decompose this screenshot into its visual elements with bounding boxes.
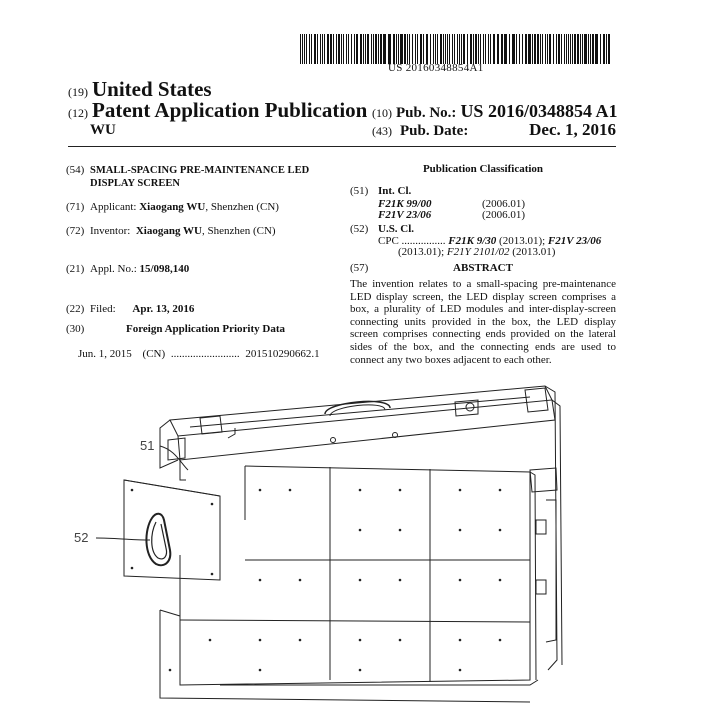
barcode-bar — [588, 34, 589, 64]
led-module-grid — [169, 466, 538, 685]
appl-number: 15/098,140 — [139, 263, 190, 275]
front-module-panel — [124, 480, 530, 702]
us-cl-label: U.S. Cl. — [378, 223, 415, 235]
abstract-code: (57) — [350, 262, 369, 274]
barcode-bar — [396, 34, 397, 64]
country-code: (19) — [68, 85, 88, 99]
barcode-bar — [504, 34, 507, 64]
barcode-bar — [423, 34, 424, 64]
barcode-bar — [330, 34, 332, 64]
barcode-bar — [572, 34, 573, 64]
barcode-bar — [534, 34, 536, 64]
barcode-bar — [485, 34, 486, 64]
filed-code: (22) — [66, 303, 85, 315]
pub-type-code: (12) — [68, 106, 88, 120]
barcode-bar — [324, 34, 325, 64]
barcode-bar — [320, 34, 321, 64]
barcode-bar — [516, 34, 517, 64]
inventor-short: WU — [90, 122, 116, 138]
barcode-bar — [452, 34, 453, 64]
int-cl-2-date: (2006.01) — [482, 209, 526, 221]
abstract-title: ABSTRACT — [453, 262, 513, 274]
barcode-bar — [314, 34, 316, 64]
barcode-bar — [407, 34, 408, 64]
applicant-label: Applicant: — [90, 201, 137, 213]
barcode-bar — [556, 34, 557, 64]
int-cl-code: (51) — [350, 185, 369, 197]
barcode-bar — [532, 34, 533, 64]
barcode-bar — [375, 34, 377, 64]
barcode-bar — [378, 34, 379, 64]
barcode-bar — [528, 34, 531, 64]
barcode-bar — [480, 34, 481, 64]
barcode-bar — [373, 34, 374, 64]
appl-label: Appl. No.: — [90, 263, 137, 275]
cpc-2-date: (2013.01); — [398, 246, 445, 258]
inventor-label: Inventor: — [90, 225, 131, 237]
barcode-bar — [483, 34, 484, 64]
barcode-bar — [584, 34, 587, 64]
barcode-bar — [380, 34, 382, 64]
barcode-bar — [363, 34, 364, 64]
barcode-bar — [603, 34, 605, 64]
int-cl-1: F21K 99/00 — [378, 198, 432, 210]
appl-code: (21) — [66, 263, 85, 275]
barcode-bar — [360, 34, 362, 64]
barcode-bar — [327, 34, 329, 64]
filed-label: Filed: — [90, 303, 116, 315]
barcode-bar — [475, 34, 477, 64]
box-left-frame — [160, 420, 186, 480]
barcode-bar — [574, 34, 576, 64]
barcode-bar — [478, 34, 479, 64]
classification-title: Publication Classification — [422, 163, 544, 175]
barcode-bar — [437, 34, 438, 64]
barcode-bar — [561, 34, 562, 64]
filed-date: Apr. 13, 2016 — [132, 303, 195, 315]
priority-number: 201510290662.1 — [245, 348, 320, 360]
pub-date-line — [372, 122, 616, 140]
barcode-bar — [333, 34, 334, 64]
barcode-bar — [356, 34, 358, 64]
barcode-bar — [600, 34, 601, 64]
barcode-bar — [317, 34, 318, 64]
barcode-bar — [417, 34, 418, 64]
barcode-bar — [568, 34, 569, 64]
barcode — [300, 34, 612, 64]
barcode-bar — [580, 34, 581, 64]
cpc-3-date: (2013.01) — [512, 246, 556, 258]
barcode-bar — [443, 34, 444, 64]
pub-no-label: Pub. No.: — [396, 105, 457, 121]
title-line-2: DISPLAY SCREEN — [90, 178, 180, 189]
inventor-location: , Shenzhen (CN) — [201, 225, 276, 237]
pub-date-code: (43) — [372, 124, 392, 138]
barcode-bar — [454, 34, 455, 64]
barcode-bar — [595, 34, 598, 64]
barcode-bar — [467, 34, 468, 64]
cpc-dots: ................ — [401, 235, 446, 247]
applicant-code: (71) — [66, 201, 85, 213]
barcode-bar — [435, 34, 436, 64]
barcode-bar — [522, 34, 523, 64]
barcode-bar — [445, 34, 446, 64]
int-cl-label: Int. Cl. — [378, 185, 412, 197]
reference-label-52: 52 — [74, 530, 89, 545]
barcode-bar — [493, 34, 495, 64]
barcode-bar — [398, 34, 399, 64]
barcode-bar — [304, 34, 305, 64]
barcode-bar — [338, 34, 340, 64]
barcode-bar — [566, 34, 567, 64]
pub-number-line — [372, 101, 617, 122]
barcode-bar — [351, 34, 352, 64]
priority-title: Foreign Application Priority Data — [126, 323, 285, 335]
barcode-bar — [309, 34, 310, 64]
barcode-bar — [409, 34, 410, 64]
us-cl-code: (52) — [350, 223, 369, 235]
barcode-bar — [400, 34, 403, 64]
int-cl-1-date: (2006.01) — [482, 198, 526, 210]
barcode-bar — [322, 34, 323, 64]
barcode-bar — [490, 34, 491, 64]
barcode-bar — [311, 34, 312, 64]
barcode-bar — [537, 34, 539, 64]
pub-no-code: (10) — [372, 106, 392, 120]
priority-date: Jun. 1, 2015 — [78, 348, 132, 360]
inventor-code: (72) — [66, 225, 85, 237]
barcode-bar — [302, 34, 303, 64]
cpc-label: CPC — [378, 235, 399, 247]
barcode-bar — [306, 34, 307, 64]
barcode-bar — [354, 34, 355, 64]
barcode-bar — [371, 34, 372, 64]
barcode-bar — [430, 34, 431, 64]
barcode-bar — [509, 34, 510, 64]
country: United States — [92, 77, 212, 101]
barcode-bar — [525, 34, 527, 64]
barcode-bar — [608, 34, 610, 64]
patent-drawing — [60, 380, 620, 725]
barcode-bar — [545, 34, 546, 64]
barcode-bar — [343, 34, 344, 64]
pub-date-label: Pub. Date: — [400, 123, 469, 139]
barcode-bar — [457, 34, 458, 64]
priority-code: (30) — [66, 323, 85, 335]
barcode-bar — [582, 34, 583, 64]
cpc-1: F21K 9/30 — [448, 235, 497, 247]
barcode-bar — [590, 34, 591, 64]
barcode-bar — [440, 34, 442, 64]
barcode-bar — [570, 34, 571, 64]
barcode-bar — [336, 34, 337, 64]
barcode-bar — [449, 34, 450, 64]
int-cl-row-2 — [378, 209, 526, 222]
cpc-3: F21Y 2101/02 — [446, 246, 510, 258]
barcode-bar — [606, 34, 607, 64]
barcode-bar — [412, 34, 413, 64]
barcode-bar — [519, 34, 520, 64]
barcode-bar — [501, 34, 503, 64]
box-top-frame — [170, 386, 555, 460]
barcode-bar — [497, 34, 499, 64]
barcode-bar — [388, 34, 391, 64]
barcode-bar — [461, 34, 462, 64]
inventor-name: Xiaogang WU — [135, 225, 202, 237]
barcode-bar — [488, 34, 489, 64]
barcode-bar — [346, 34, 347, 64]
barcode-bar — [512, 34, 515, 64]
barcode-bar — [393, 34, 395, 64]
header-divider — [68, 146, 616, 147]
cpc-row-2 — [398, 246, 555, 259]
barcode-bar — [558, 34, 560, 64]
cpc-2: F21V 23/06 — [547, 235, 602, 247]
barcode-bar — [540, 34, 541, 64]
barcode-bar — [365, 34, 366, 64]
barcode-bar — [447, 34, 448, 64]
title-line-1: SMALL-SPACING PRE-MAINTENANCE LED — [90, 165, 310, 176]
barcode-bar — [459, 34, 460, 64]
barcode-bar — [426, 34, 428, 64]
barcode-bar — [433, 34, 434, 64]
abstract-text: The invention relates to a small-spacing pre-maintenance LED display screen, the LED display screen comprises a box, a plurality of LED modules and inter-display-screen connecting units provided in the box, the LED display screen comprises connecting ends provided on the lateral sides of the box, and the connecting ends are used to connect any two boxes adjacent to each other. — [350, 278, 616, 366]
pub-number: US 2016/0348854 A1 — [460, 101, 618, 121]
barcode-bar — [549, 34, 551, 64]
reference-label-51: 51 — [140, 438, 155, 453]
pub-date: Dec. 1, 2016 — [529, 120, 616, 139]
barcode-bar — [404, 34, 406, 64]
barcode-bar — [542, 34, 543, 64]
barcode-bar — [420, 34, 422, 64]
int-cl-2: F21V 23/06 — [378, 209, 432, 221]
barcode-number: US 20160348854A1 — [388, 62, 484, 74]
publication-type: Patent Application Publication — [92, 98, 368, 122]
applicant-location: , Shenzhen (CN) — [205, 201, 279, 213]
barcode-bar — [470, 34, 472, 64]
applicant-name: Xiaogang WU — [139, 201, 206, 213]
barcode-bar — [415, 34, 416, 64]
barcode-bar — [553, 34, 554, 64]
barcode-bar — [348, 34, 349, 64]
barcode-bar — [577, 34, 579, 64]
priority-country: (CN) — [142, 348, 166, 360]
barcode-bar — [367, 34, 369, 64]
barcode-bar — [341, 34, 342, 64]
barcode-bar — [463, 34, 465, 64]
publication-type-line — [68, 98, 367, 123]
title-code: (54) — [66, 164, 85, 176]
barcode-bar — [300, 34, 301, 64]
barcode-bar — [592, 34, 594, 64]
priority-dots: ......................... — [170, 348, 240, 360]
barcode-bar — [547, 34, 548, 64]
priority-row — [78, 348, 343, 361]
barcode-bar — [383, 34, 386, 64]
barcode-bar — [564, 34, 565, 64]
cpc-1-date: (2013.01); — [499, 235, 546, 247]
barcode-bar — [473, 34, 474, 64]
